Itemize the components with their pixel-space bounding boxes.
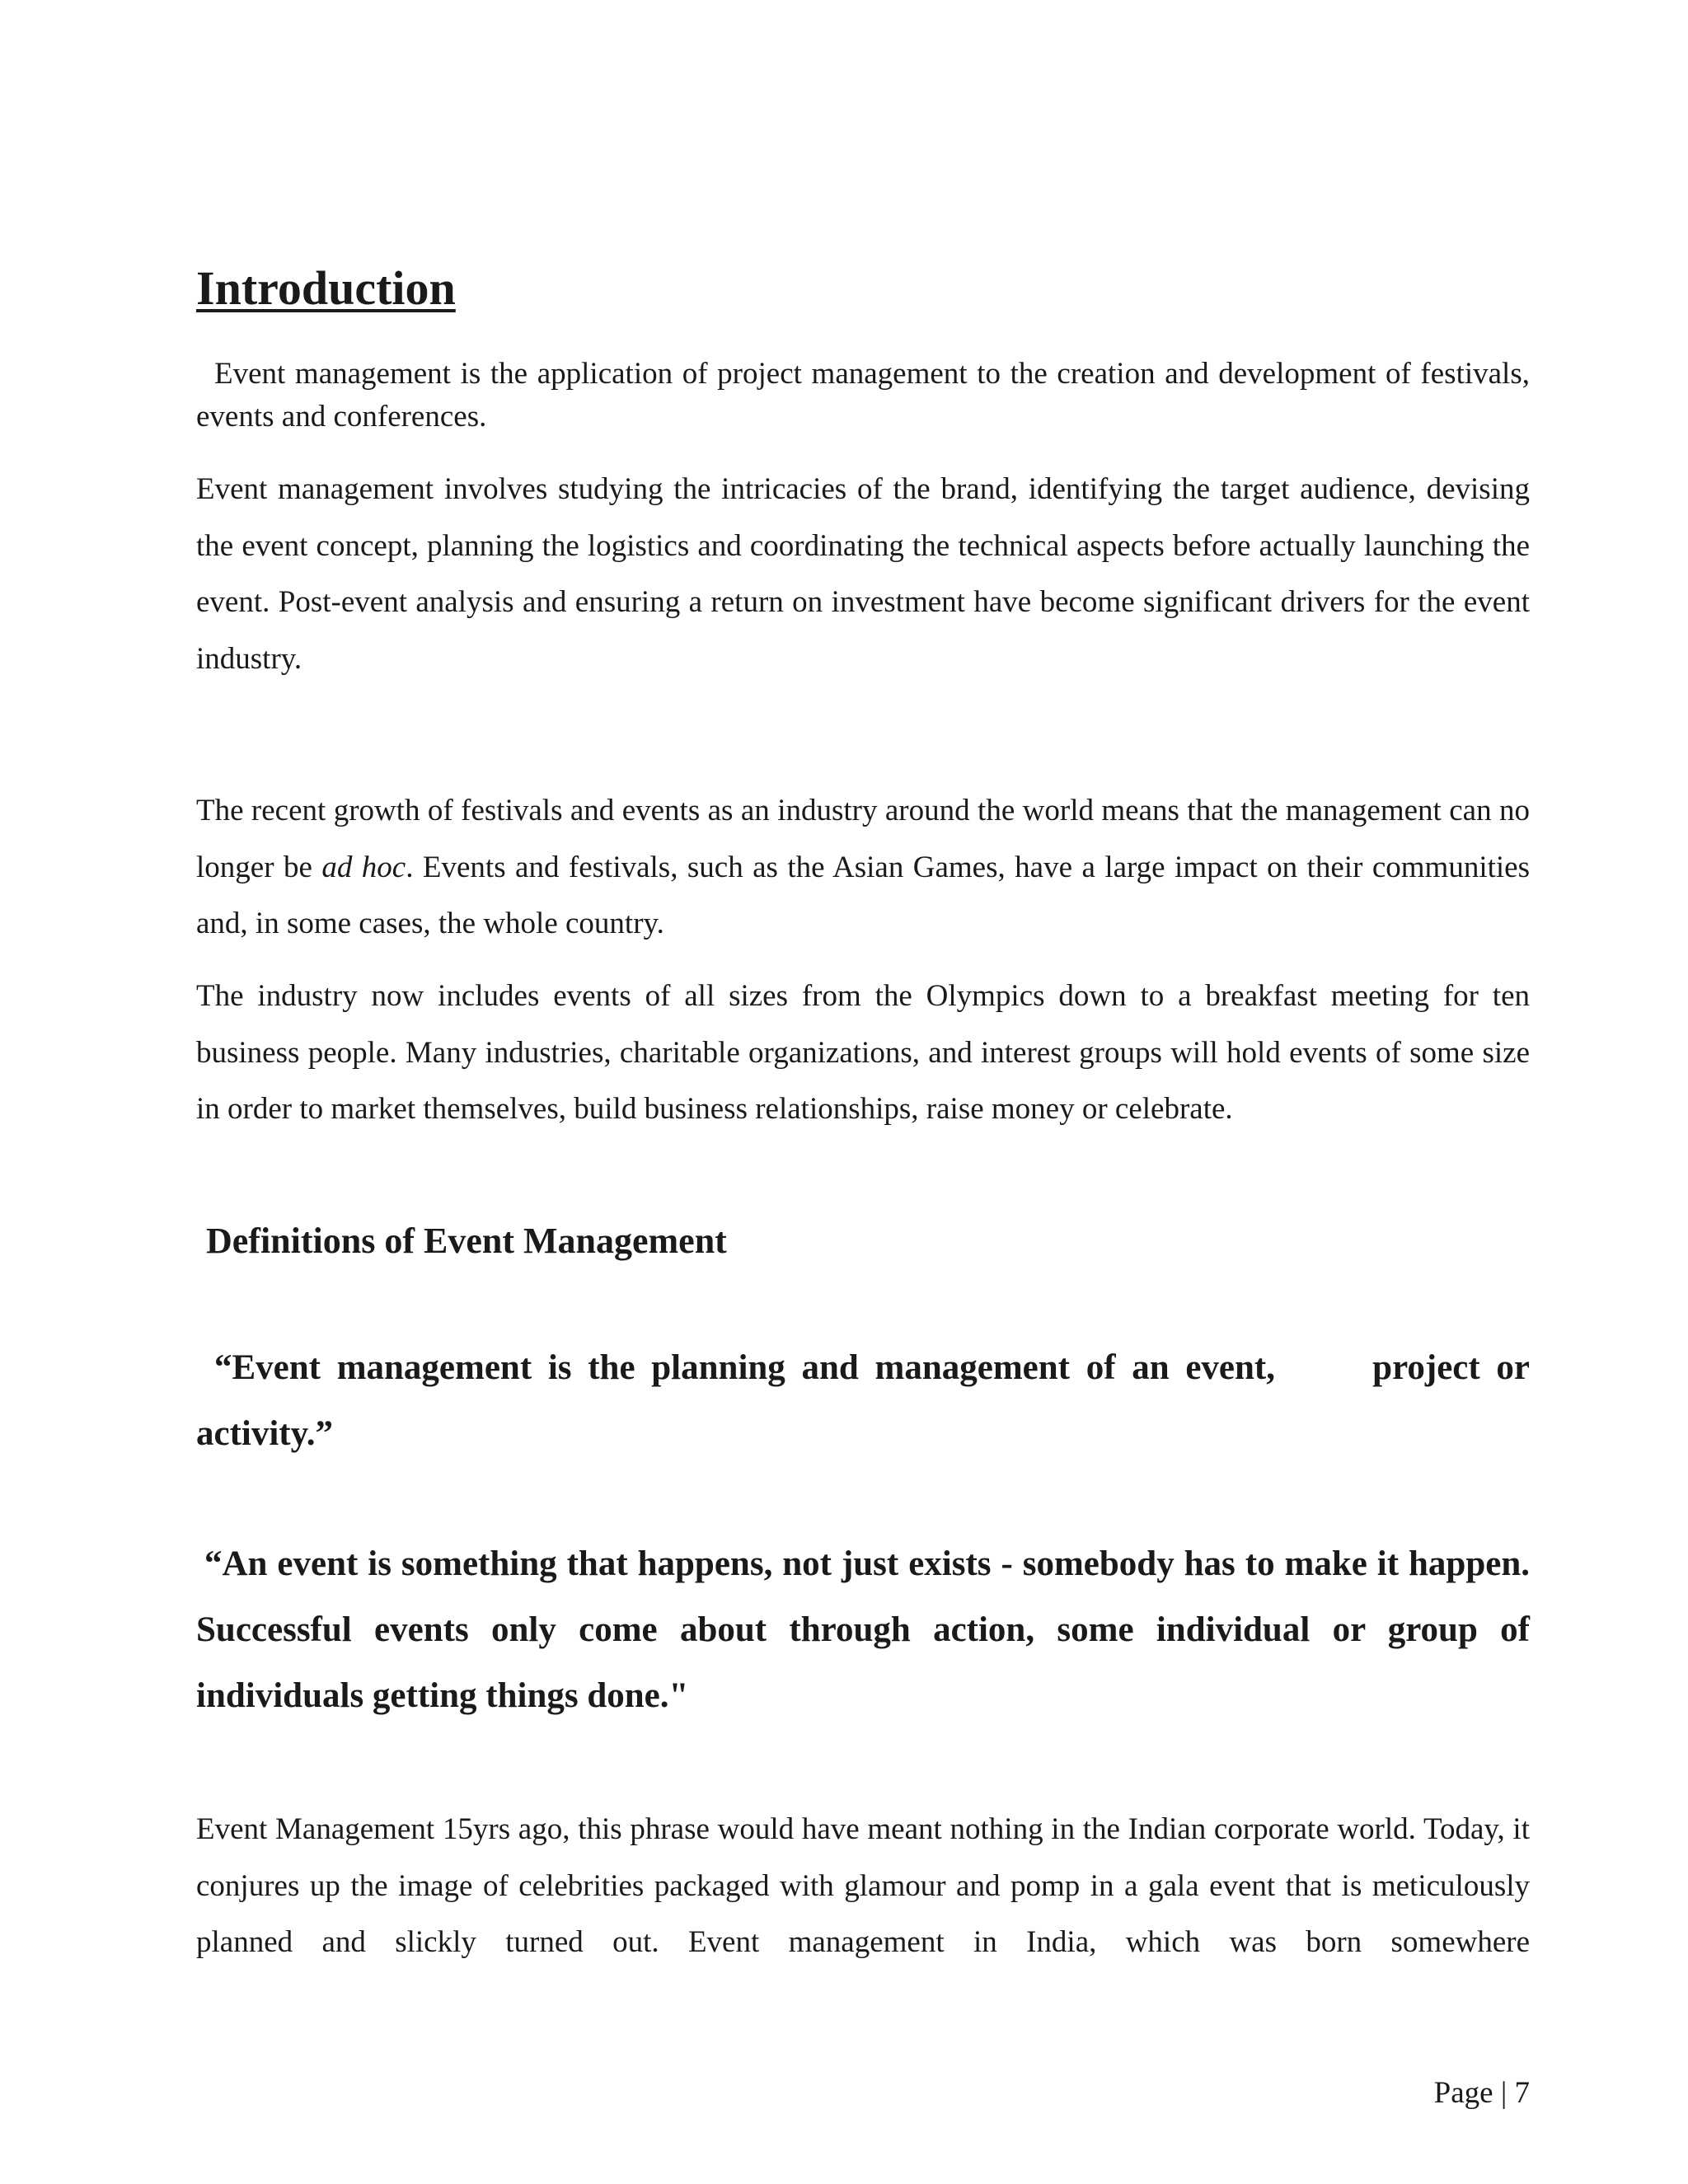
paragraph-text-part: . Events and festivals, such as the Asian Games, have a large impact on their communities and, in some cases, the whole country. [196,850,1530,940]
page-number: Page | 7 [1433,2076,1530,2110]
paragraph-growth [196,783,1530,953]
paragraph-industry: The industry now includes events of all sizes from the Olympics down to a breakfast meeting for ten business people. Many industries, charitable organizations, and interest groups will hold events of some size in order to market themselves, build business relationships, raise money or celebrate. [196,979,1530,1126]
paragraph-definition [196,353,1530,438]
quote-text: “An event is something that happens, not just exists - somebody has to make it happen. Successful events only come about through action, some individual or group of individuals getting things done." [196,1544,1530,1715]
paragraph-text: Event management is the application of project management to the creation and development of festivals, events and conferences. [196,357,1530,434]
paragraph-involves: Event management involves studying the intricacies of the brand, identifying the target audience, devising the event concept, planning the logistics and coordinating the technical aspects before actually launching the event. Post-event analysis and ensuring a return on investment have become significant drivers for the event industry. [196,472,1530,676]
italic-term: ad hoc [321,850,406,884]
definition-quote-2 [196,1531,1530,1729]
paragraph-india: Event Management 15yrs ago, this phrase would have meant nothing in the Indian corporate world. Today, it conjures up the image of celebrities packaged with glamour and pomp in a gala event that is meticulously planned and slickly turned out. Event management in India, which was born somewhere [196,1812,1530,1959]
paragraph-text-part: The recent growth of festivals and events as an industry around the world means that the management can no longer be [196,794,1530,884]
definition-quote-1 [196,1335,1539,1467]
quote-text: “Event management is the planning and management of an event, project or activity.” [196,1348,1539,1453]
subheading-definitions: Definitions of Event Management [206,1221,727,1261]
section-heading-introduction: Introduction [196,261,456,315]
